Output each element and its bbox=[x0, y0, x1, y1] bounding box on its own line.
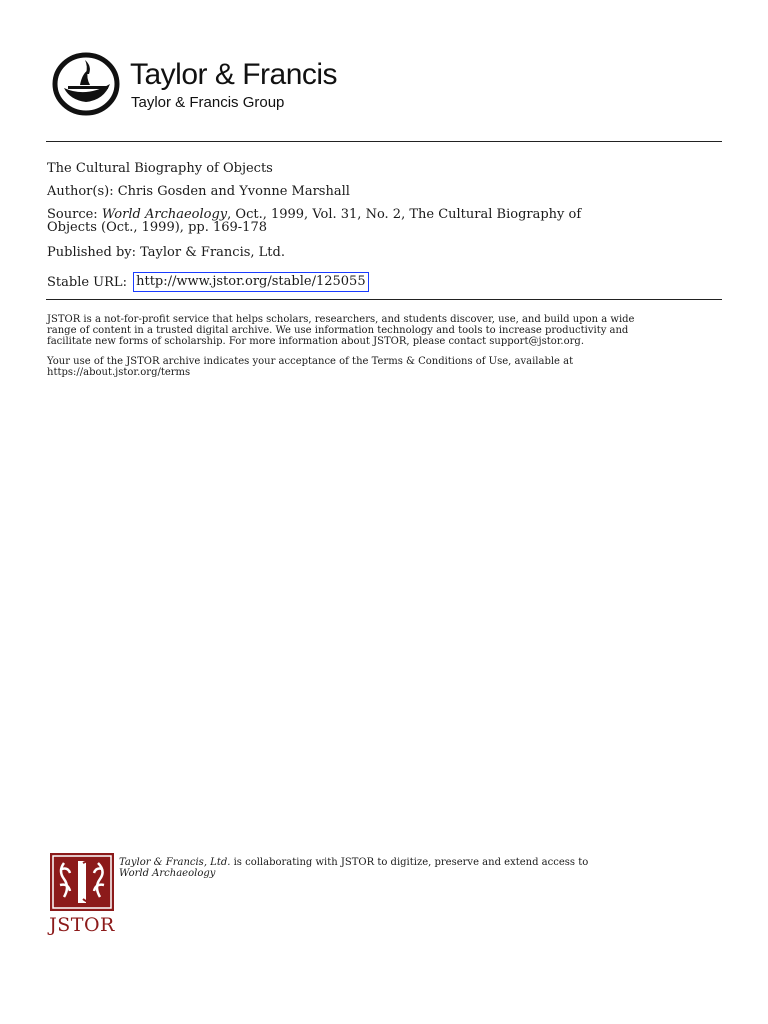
notice-line: range of content in a trusted digital archive. We use information technology and tools to increase productivity and bbox=[47, 325, 629, 336]
jstor-logo bbox=[48, 853, 116, 937]
notice-line: JSTOR is a not-for-profit service that helps scholars, researchers, and students discover, use, and build upon a wide bbox=[47, 314, 635, 325]
mid-divider bbox=[46, 299, 722, 300]
stable-url-label: Stable URL: bbox=[47, 275, 127, 290]
terms-line: Your use of the JSTOR archive indicates your acceptance of the Terms & Conditions of Use, available at bbox=[47, 356, 574, 367]
jstor-wordmark: JSTOR bbox=[49, 914, 115, 936]
published-label: Published by: bbox=[47, 245, 136, 260]
collab-line-1 bbox=[119, 857, 588, 868]
collab-journal: World Archaeology bbox=[119, 868, 216, 879]
authors-label: Author(s): bbox=[47, 184, 114, 199]
source-line-2: Objects (Oct., 1999), pp. 169-178 bbox=[47, 220, 267, 235]
authors-value: Chris Gosden and Yvonne Marshall bbox=[117, 184, 350, 199]
collaboration-statement bbox=[119, 857, 588, 879]
stable-url-line bbox=[47, 273, 369, 293]
article-title: The Cultural Biography of Objects bbox=[47, 161, 273, 176]
collab-text: is collaborating with JSTOR to digitize, preserve and extend access to bbox=[230, 857, 589, 868]
notice-line: facilitate new forms of scholarship. For more information about JSTOR, please contact support@jstor.org. bbox=[47, 336, 584, 347]
published-line bbox=[47, 246, 285, 259]
stable-url-link[interactable]: http://www.jstor.org/stable/125055 bbox=[133, 272, 369, 292]
oil-lamp-icon bbox=[52, 52, 122, 116]
terms-url[interactable]: https://about.jstor.org/terms bbox=[47, 367, 191, 378]
source-label: Source: bbox=[47, 207, 98, 222]
collab-publisher: Taylor & Francis, Ltd. bbox=[119, 857, 231, 868]
published-value: Taylor & Francis, Ltd. bbox=[140, 245, 285, 260]
publisher-logo bbox=[52, 52, 352, 122]
jstor-emblem-icon bbox=[50, 853, 114, 911]
publisher-name: Taylor & Francis bbox=[130, 58, 338, 91]
publisher-group: Taylor & Francis Group bbox=[131, 94, 285, 111]
top-divider bbox=[46, 141, 722, 142]
jstor-notice bbox=[47, 314, 727, 347]
source-details: , Oct., 1999, Vol. 31, No. 2, The Cultural Biography of bbox=[227, 207, 582, 222]
journal-name: World Archaeology bbox=[101, 207, 228, 222]
authors-line bbox=[47, 185, 350, 198]
terms-notice bbox=[47, 356, 727, 378]
